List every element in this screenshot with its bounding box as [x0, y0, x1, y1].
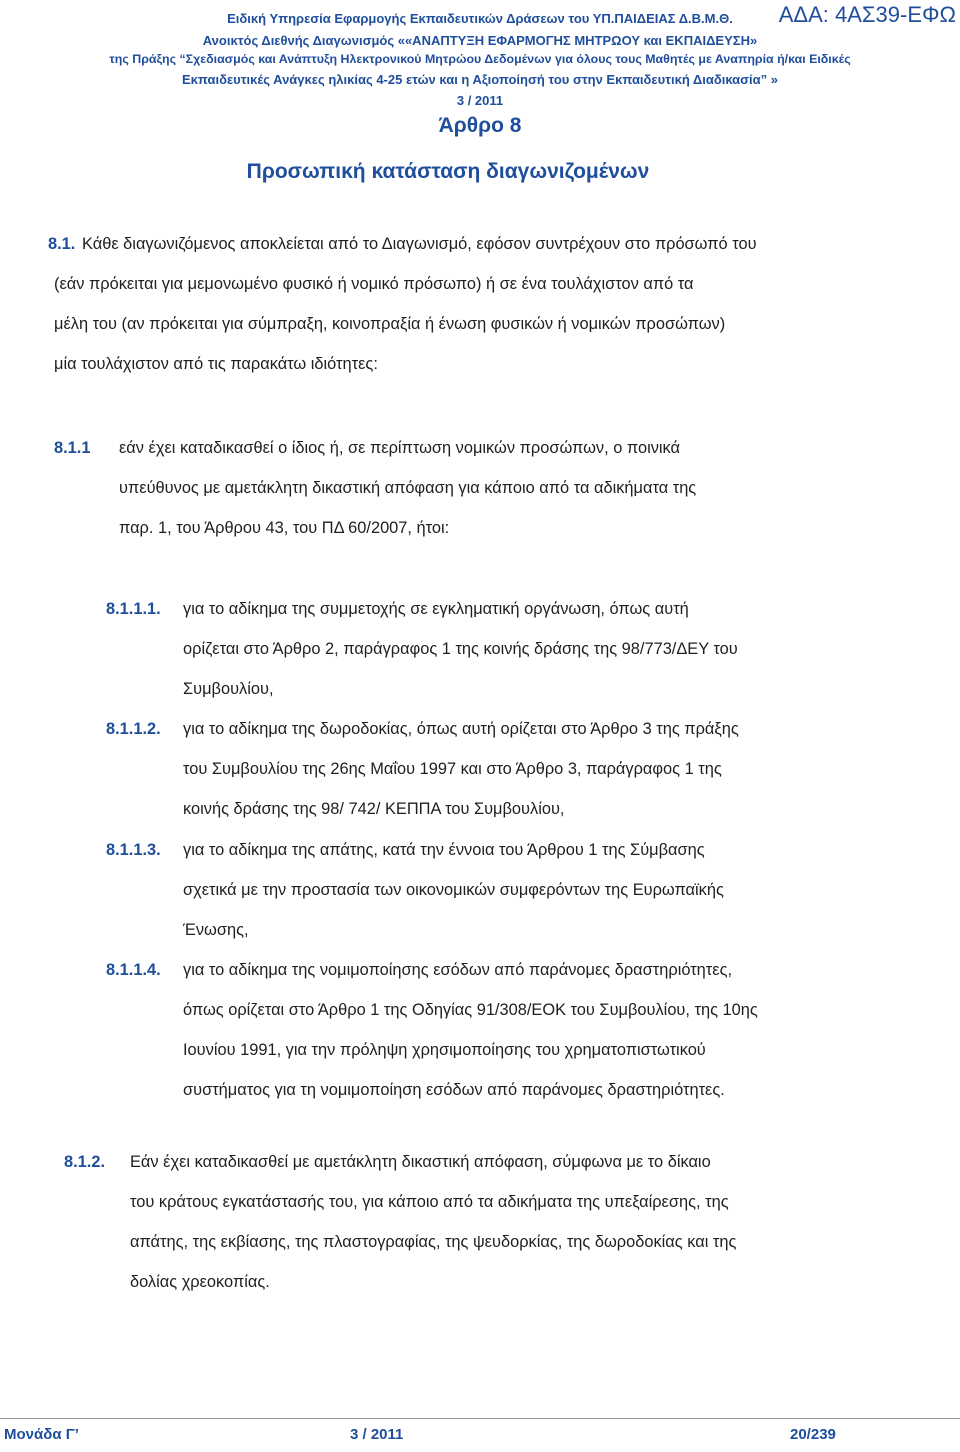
text-line: (εάν πρόκειται για μεμονωμένο φυσικό ή νομικό πρόσωπο) ή σε ένα τουλάχιστον από τα	[54, 275, 694, 293]
article-subtitle: Προσωπική κατάσταση διαγωνιζομένων	[246, 160, 650, 183]
text-line: Συμβουλίου,	[183, 680, 274, 698]
text-line: απάτης, της εκβίασης, της πλαστογραφίας, της ψευδορκίας, της δωροδοκίας και της	[130, 1233, 737, 1251]
footer-date: 3 / 2011	[350, 1426, 404, 1443]
text-line: παρ. 1, του Άρθρου 43, του ΠΔ 60/2007, ήτοι:	[119, 519, 450, 537]
ada-code: ΑΔΑ: 4ΑΣ39-ΕΦΩ	[778, 2, 956, 27]
header-line-5: 3 / 2011	[456, 93, 504, 108]
text-line: μία τουλάχιστον από τις παρακάτω ιδιότητες:	[54, 355, 378, 373]
text-line: για το αδίκημα της νομιμοποίησης εσόδων από παράνομες δραστηριότητες,	[183, 961, 733, 979]
text-line: Κάθε διαγωνιζόμενος αποκλείεται από το Διαγωνισμό, εφόσον συντρέχουν στο πρόσωπό του	[82, 235, 757, 253]
section-8-1-text	[54, 224, 894, 384]
section-number-8-1-1-3: 8.1.1.3.	[106, 841, 161, 859]
text-line: εάν έχει καταδικασθεί ο ίδιος ή, σε περίπτωση νομικών προσώπων, ο ποινικά	[119, 439, 681, 457]
text-line: μέλη του (αν πρόκειται για σύμπραξη, κοινοπραξία ή ένωση φυσικών ή νομικών προσώπων)	[54, 315, 726, 333]
section-8-1-1-2-text	[183, 709, 895, 829]
section-8-1-1-3-text	[183, 830, 895, 950]
section-number-8-1-1-1: 8.1.1.1.	[106, 600, 161, 618]
header-line-1: Ειδική Υπηρεσία Εφαρμογής Εκπαιδευτικών Δράσεων του ΥΠ.ΠΑΙΔΕΙΑΣ Δ.Β.Μ.Θ.	[227, 11, 733, 26]
section-8-1-2-text	[130, 1142, 894, 1302]
section-number-8-1-1-2: 8.1.1.2.	[106, 720, 161, 738]
section-number-8-1-1: 8.1.1	[54, 439, 91, 457]
text-line: του κράτους εγκατάστασής του, για κάποιο από τα αδικήματα της υπεξαίρεσης, της	[130, 1193, 729, 1211]
text-line: όπως ορίζεται στο Άρθρο 1 της Οδηγίας 91/308/ΕΟΚ του Συμβουλίου, της 10ης	[183, 1001, 758, 1019]
section-number-8-1-1-4: 8.1.1.4.	[106, 961, 161, 979]
header-line-3: της Πράξης “Σχεδιασμός και Ανάπτυξη Ηλεκτρονικού Μητρώου Δεδομένων για όλους τους Μαθητές με Αναπηρία ή/και Ειδικές	[109, 52, 851, 66]
header-line-2: Ανοικτός Διεθνής Διαγωνισμός ««ΑΝΑΠΤΥΞΗ ΕΦΑΡΜΟΓΗΣ ΜΗΤΡΩΟΥ και ΕΚΠΑΙΔΕΥΣΗ»	[202, 33, 758, 48]
section-8-1-1-4-text	[183, 950, 895, 1110]
footer-divider	[0, 1418, 960, 1419]
text-line: συστήματος για τη νομιμοποίηση εσόδων από παράνομες δραστηριότητες.	[183, 1081, 725, 1099]
article-title: Άρθρο 8	[438, 114, 522, 137]
text-line: σχετικά με την προστασία των οικονομικών συμφερόντων της Ευρωπαϊκής	[183, 881, 724, 899]
footer-unit: Μονάδα Γ’	[4, 1426, 79, 1443]
section-number-8-1-2: 8.1.2.	[64, 1153, 106, 1171]
text-line: Ιουνίου 1991, για την πρόληψη χρησιμοποίησης του χρηματοπιστωτικού	[183, 1041, 706, 1059]
text-line: δολίας χρεοκοπίας.	[130, 1273, 270, 1291]
text-line: κοινής δράσης της 98/ 742/ ΚΕΠΠΑ του Συμβουλίου,	[183, 800, 565, 818]
text-line: υπεύθυνος με αμετάκλητη δικαστική απόφαση για κάποιο από τα αδικήματα της	[119, 479, 697, 497]
footer-page-number: 20/239	[790, 1426, 836, 1443]
section-8-1-1-1-text	[183, 589, 895, 709]
section-8-1-1-text	[119, 428, 895, 548]
text-line: ορίζεται στο Άρθρο 2, παράγραφος 1 της κοινής δράσης της 98/773/ΔΕΥ του	[183, 640, 738, 658]
section-number-8-1: 8.1.	[48, 235, 76, 253]
text-line: Ένωσης,	[183, 921, 249, 939]
header-line-4: Εκπαιδευτικές Ανάγκες ηλικίας 4-25 ετών και η Αξιοποίησή του στην Εκπαιδευτική Διαδικασία” »	[182, 72, 778, 87]
text-line: Εάν έχει καταδικασθεί με αμετάκλητη δικαστική απόφαση, σύμφωνα με το δίκαιο	[130, 1153, 711, 1171]
text-line: για το αδίκημα της δωροδοκίας, όπως αυτή ορίζεται στο Άρθρο 3 της πράξης	[183, 720, 739, 738]
text-line: του Συμβουλίου της 26ης Μαΐου 1997 και στο Άρθρο 3, παράγραφος 1 της	[183, 760, 722, 778]
text-line: για το αδίκημα της συμμετοχής σε εγκληματική οργάνωση, όπως αυτή	[183, 600, 689, 618]
text-line: για το αδίκημα της απάτης, κατά την έννοια του Άρθρου 1 της Σύμβασης	[183, 841, 705, 859]
